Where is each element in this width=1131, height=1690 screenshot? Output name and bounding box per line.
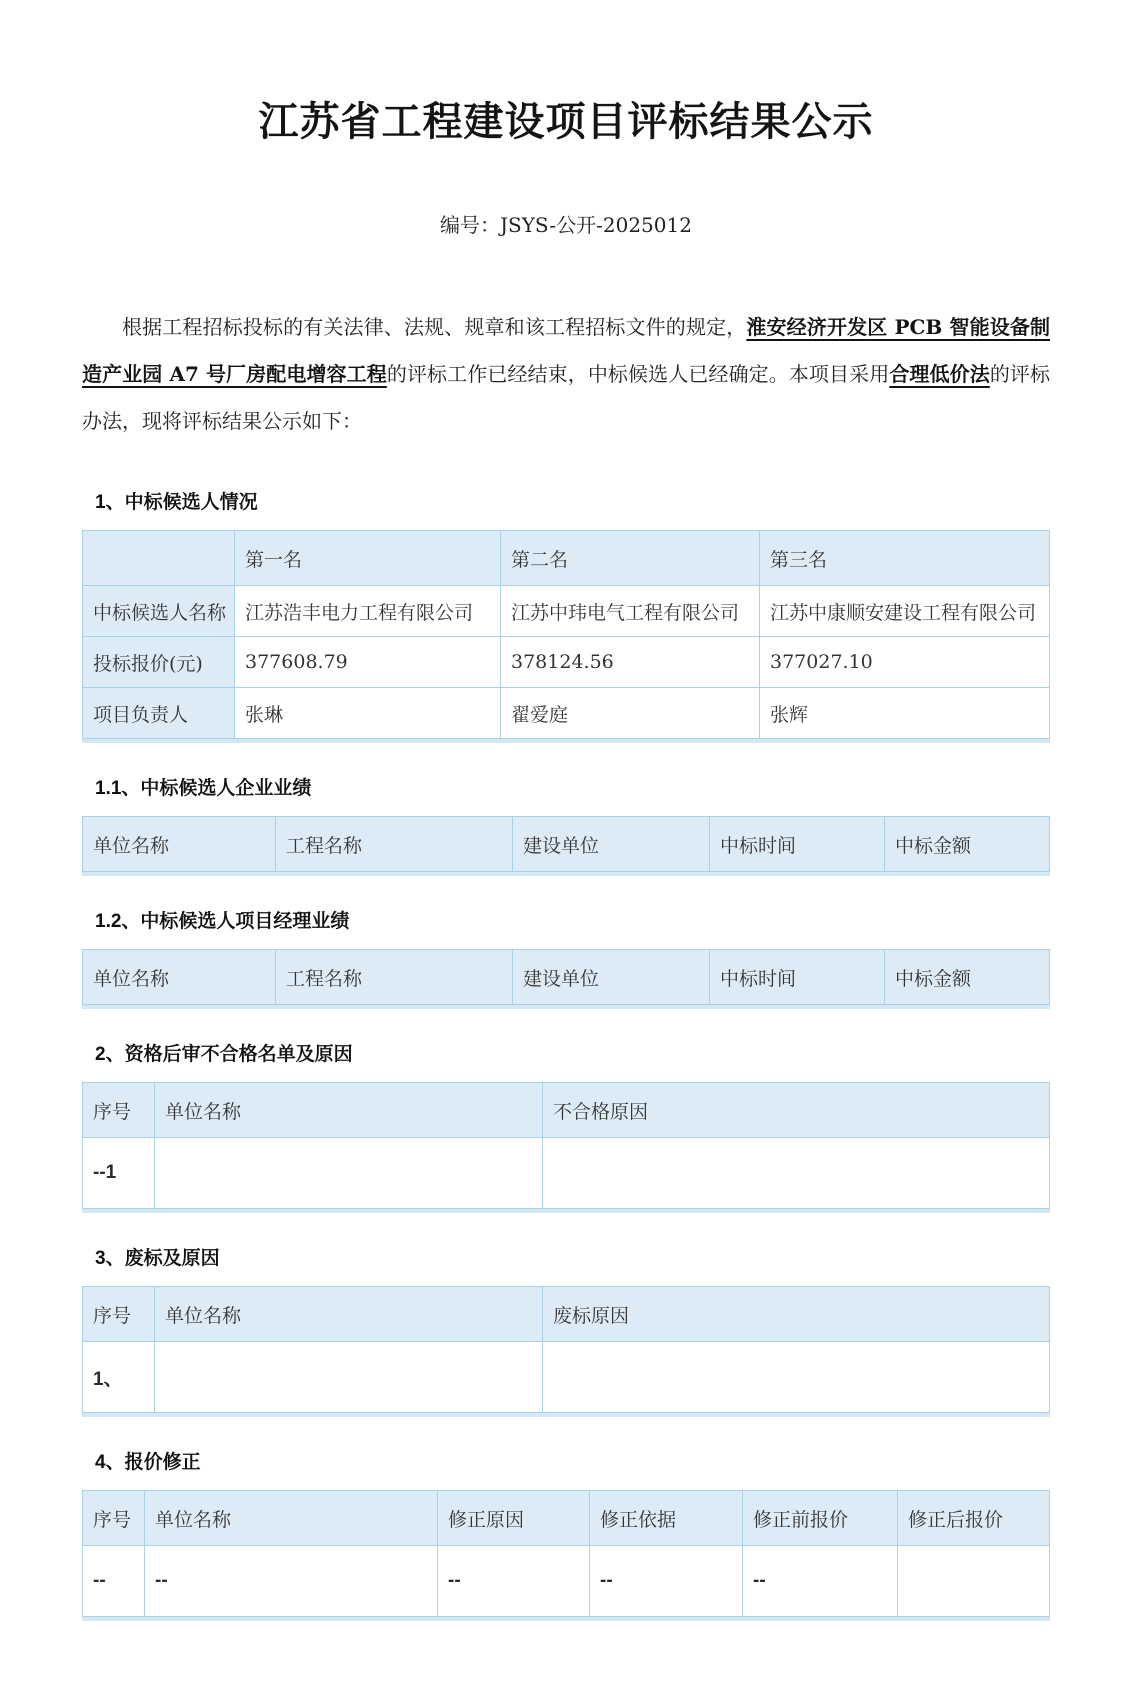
column-header-first-place: 第一名: [235, 531, 501, 586]
column-header-second-place: 第二名: [501, 531, 760, 586]
candidate-1-name: 江苏浩丰电力工程有限公司: [235, 586, 501, 637]
column-header-construction-unit: 建设单位: [513, 950, 710, 1005]
section-3-heading: 3、废标及原因: [95, 1248, 220, 1269]
column-header-seq: 序号: [83, 1083, 155, 1138]
column-header-correction-basis: 修正依据: [590, 1491, 743, 1546]
row-seq: --1: [83, 1138, 155, 1209]
row-unit-name: [155, 1138, 543, 1209]
column-header-seq: 序号: [83, 1491, 145, 1546]
column-header-unit-name: 单位名称: [145, 1491, 438, 1546]
intro-text-3: 的评标办法，现将评标结果公示如下：: [82, 362, 1051, 433]
column-header-project-name: 工程名称: [276, 817, 513, 872]
candidates-table: [82, 530, 1050, 739]
column-header-seq: 序号: [83, 1287, 155, 1342]
table-header-row: [83, 1287, 1050, 1342]
candidate-2-name: 江苏中玮电气工程有限公司: [501, 586, 760, 637]
column-header-price-before: 修正前报价: [743, 1491, 898, 1546]
row-label: 中标候选人名称: [83, 586, 235, 637]
row-price-before: --: [743, 1546, 898, 1617]
candidate-1-price: 377608.79: [235, 637, 501, 688]
evaluation-method-emphasis: 合理低价法: [889, 362, 990, 386]
row-label: 项目负责人: [83, 688, 235, 739]
candidate-2-manager: 翟爱庭: [501, 688, 760, 739]
table-row-bid-price: [83, 637, 1050, 688]
page-title: 江苏省工程建设项目评标结果公示: [258, 98, 874, 145]
column-header-award-time: 中标时间: [710, 817, 885, 872]
table-row: [83, 1342, 1050, 1413]
candidate-3-name: 江苏中康顺安建设工程有限公司: [760, 586, 1050, 637]
table-row: [83, 1138, 1050, 1209]
price-correction-table-wrapper: [82, 1490, 1050, 1621]
column-header-third-place: 第三名: [760, 531, 1050, 586]
column-header-blank: [83, 531, 235, 586]
price-correction-table: [82, 1490, 1050, 1617]
row-seq: 1、: [83, 1342, 155, 1413]
row-reason: [543, 1138, 1050, 1209]
row-reason: [543, 1342, 1050, 1413]
row-unit-name: [155, 1342, 543, 1413]
section-1-1-heading: 1.1、中标候选人企业业绩: [95, 778, 312, 799]
column-header-unit-name: 单位名称: [83, 817, 276, 872]
column-header-award-time: 中标时间: [710, 950, 885, 1005]
unqualified-table-wrapper: [82, 1082, 1050, 1213]
column-header-award-amount: 中标金额: [885, 817, 1050, 872]
section-2-heading: 2、资格后审不合格名单及原因: [95, 1044, 353, 1065]
intro-text-1: 根据工程招标投标的有关法律、法规、规章和该工程招标文件的规定，: [122, 315, 747, 339]
table-row-candidate-name: [83, 586, 1050, 637]
intro-paragraph: [82, 304, 1050, 445]
table-header-row: [83, 1083, 1050, 1138]
document-page: [0, 90, 1131, 1621]
row-correction-reason: --: [438, 1546, 590, 1617]
table-row-project-manager: [83, 688, 1050, 739]
candidate-2-price: 378124.56: [501, 637, 760, 688]
table-header-row: [83, 950, 1050, 1005]
table-header-row: [83, 1491, 1050, 1546]
doc-number: 编号：JSYS-公开-2025012: [440, 213, 692, 237]
column-header-award-amount: 中标金额: [885, 950, 1050, 1005]
candidate-3-manager: 张辉: [760, 688, 1050, 739]
column-header-unqualified-reason: 不合格原因: [543, 1083, 1050, 1138]
column-header-construction-unit: 建设单位: [513, 817, 710, 872]
table-row: [83, 1546, 1050, 1617]
unqualified-table: [82, 1082, 1050, 1209]
manager-performance-table-wrapper: [82, 949, 1050, 1009]
row-correction-basis: --: [590, 1546, 743, 1617]
section-1-2-heading: 1.2、中标候选人项目经理业绩: [95, 911, 350, 932]
project-name-emphasis: 淮安经济开发区 PCB 智能设备制造产业园 A7 号厂房配电增容工程: [82, 315, 1050, 386]
manager-performance-table: [82, 949, 1050, 1005]
row-seq: --: [83, 1546, 145, 1617]
row-label: 投标报价(元): [83, 637, 235, 688]
row-price-after: [898, 1546, 1050, 1617]
rejected-bids-table: [82, 1286, 1050, 1413]
column-header-correction-reason: 修正原因: [438, 1491, 590, 1546]
row-unit-name: --: [145, 1546, 438, 1617]
column-header-rejected-reason: 废标原因: [543, 1287, 1050, 1342]
candidate-3-price: 377027.10: [760, 637, 1050, 688]
candidate-1-manager: 张琳: [235, 688, 501, 739]
column-header-unit-name: 单位名称: [155, 1083, 543, 1138]
table-header-row: [83, 817, 1050, 872]
column-header-unit-name: 单位名称: [155, 1287, 543, 1342]
candidates-table-wrapper: [82, 530, 1050, 743]
company-performance-table-wrapper: [82, 816, 1050, 876]
column-header-price-after: 修正后报价: [898, 1491, 1050, 1546]
section-1-heading: 1、中标候选人情况: [95, 492, 258, 513]
section-4-heading: 4、报价修正: [95, 1452, 201, 1473]
intro-text-2: 的评标工作已经结束，中标候选人已经确定。本项目采用: [386, 362, 890, 386]
column-header-unit-name: 单位名称: [83, 950, 276, 1005]
company-performance-table: [82, 816, 1050, 872]
table-header-row: [83, 531, 1050, 586]
rejected-bids-table-wrapper: [82, 1286, 1050, 1417]
column-header-project-name: 工程名称: [276, 950, 513, 1005]
